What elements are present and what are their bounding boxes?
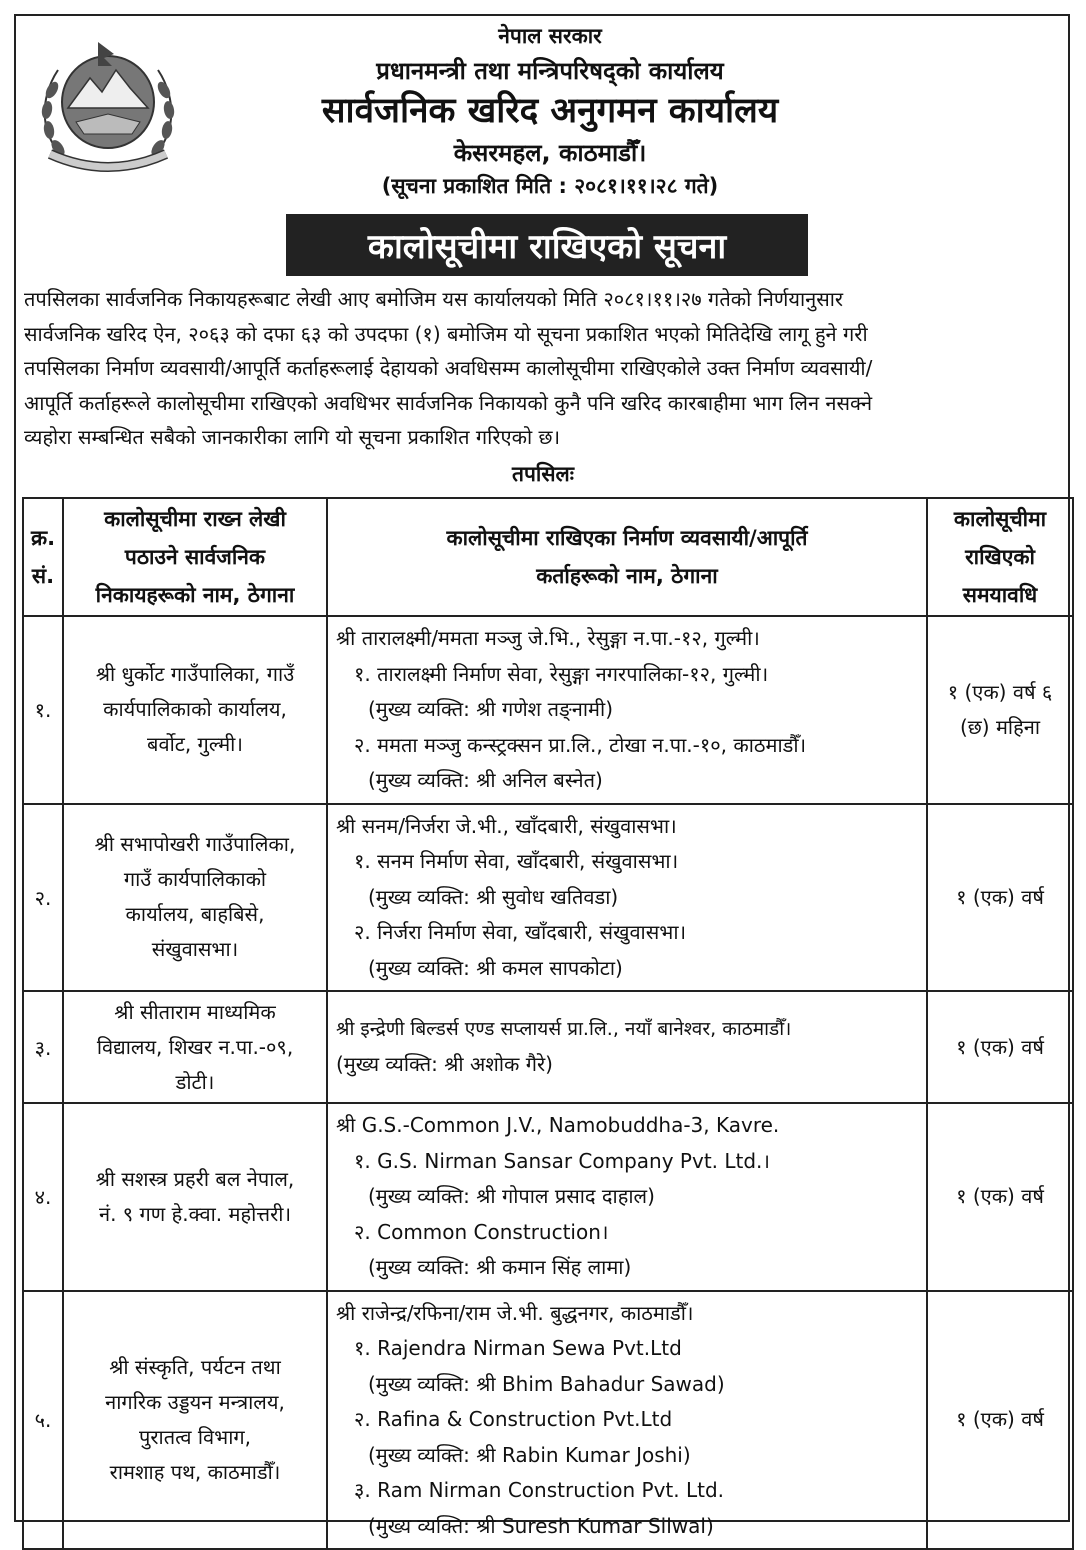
table-row [23,991,1073,1103]
row-firms: श्री सनम/निर्जरा जे.भी., खाँदबारी, संखुवासभा। १. सनम निर्माण सेवा, खाँदबारी, संखुवासभा। (मुख्य व्यक्ति: श्री सुवोध खतिवडा) २. निर्जरा निर्माण सेवा, खाँदबारी, संखुवासभा। (मुख्य व्यक्ति: श्री कमल सापकोटा) [327,804,927,992]
row-firms: श्री इन्द्रेणी बिल्डर्स एण्ड सप्लायर्स प्रा.लि., नयाँ बानेश्वर, काठमाडौँ। (मुख्य व्यक्ति: श्री अशोक गैरे) [327,991,927,1103]
table-row [23,1103,1073,1291]
table-header-row [23,498,1073,616]
notice-title: कालोसूचीमा राखिएको सूचना [286,214,808,276]
row-sn: ५. [23,1291,63,1550]
row-body: श्री सीताराम माध्यमिक विद्यालय, शिखर न.पा.-०९, डोटी। [63,991,327,1103]
intro-line: सार्वजनिक खरिद ऐन, २०६३ को दफा ६३ को उपदफा (१) बमोजिम यो सूचना प्रकाशित भएको मितिदेखि लागू हुने गरी [24,321,868,346]
header-firm: कालोसूचीमा राखिएका निर्माण व्यवसायी/आपूर्ति कर्ताहरूको नाम, ठेगाना [327,498,927,616]
row-body: श्री सशस्त्र प्रहरी बल नेपाल, नं. ९ गण हे.क्वा. महोत्तरी। [63,1103,327,1291]
row-duration: १ (एक) वर्ष [927,991,1073,1103]
published-date: (सूचना प्रकाशित मिति : २०८१।११।२८ गते) [381,174,719,198]
blacklist-table [22,497,1074,1550]
header-duration: कालोसूचीमा राखिएको समयावधि [927,498,1073,616]
row-duration: १ (एक) वर्ष ६ (छ) महिना [927,616,1073,804]
header-body: कालोसूचीमा राख्न लेखी पठाउने सार्वजनिक निकायहरूको नाम, ठेगाना [63,498,327,616]
row-body: श्री धुर्कोट गाउँपालिका, गाउँ कार्यपालिकाको कार्यालय, बर्वोट, गुल्मी। [63,616,327,804]
intro-line: आपूर्ति कर्ताहरूले कालोसूचीमा राखिएको अवधिभर सार्वजनिक निकायको कुनै पनि खरिद कारबाहीमा भाग लिन नसक्ने [24,390,873,415]
row-firms: श्री G.S.-Common J.V., Namobuddha-3, Kavre. १. G.S. Nirman Sansar Company Pvt. Ltd.। (मुख्य व्यक्ति: श्री गोपाल प्रसाद दाहाल) २. Common Construction। (मुख्य व्यक्ति: श्री कमान सिंह लामा) [327,1103,927,1291]
row-duration: १ (एक) वर्ष [927,1291,1073,1550]
row-firms: श्री तारालक्ष्मी/ममता मञ्जु जे.भि., रेसुङ्गा न.पा.-१२, गुल्मी। १. तारालक्ष्मी निर्माण सेवा, रेसुङ्गा नगरपालिका-१२, गुल्मी। (मुख्य व्यक्ति: श्री गणेश तङ्नामी) २. ममता मञ्जु कन्स्ट्रक्सन प्रा.लि., टोखा न.पा.-१०, काठमाडौँ। (मुख्य व्यक्ति: श्री अनिल बस्नेत) [327,616,927,804]
table-row [23,804,1073,992]
intro-line: तपसिलका निर्माण व्यवसायी/आपूर्ति कर्ताहरूलाई देहायको अवधिसम्म कालोसूचीमा राखिएकोले उक्त निर्माण व्यवसायी/ [24,356,873,380]
ministry-name: प्रधानमन्त्री तथा मन्त्रिपरिषद्को कार्यालय [376,57,724,85]
nepal-coat-of-arms-icon [28,30,188,180]
table-row [23,1291,1073,1550]
table-row [23,616,1073,804]
intro-line: व्यहोरा सम्बन्धित सबैको जानकारीका लागि यो सूचना प्रकाशित गरिएको छ। [24,425,561,449]
header-sn: क्र. सं. [23,498,63,616]
government-name: नेपाल सरकार [498,24,602,48]
row-sn: १. [23,616,63,804]
tapsil-heading: तपसिलः [511,462,574,486]
row-body: श्री संस्कृति, पर्यटन तथा नागरिक उड्डयन मन्त्रालय, पुरातत्व विभाग, रामशाह पथ, काठमाडौँ। [63,1291,327,1550]
row-sn: ४. [23,1103,63,1291]
office-address: केसरमहल, काठमाडौँ। [453,139,647,167]
intro-line: तपसिलका सार्वजनिक निकायहरूबाट लेखी आए बमोजिम यस कार्यालयको मिति २०८१।११।२७ गतेको निर्णयानुसार [24,287,844,311]
row-duration: १ (एक) वर्ष [927,1103,1073,1291]
row-duration: १ (एक) वर्ष [927,804,1073,992]
row-body: श्री सभापोखरी गाउँपालिका, गाउँ कार्यपालिकाको कार्यालय, बाहबिसे, संखुवासभा। [63,804,327,992]
row-firms: श्री राजेन्द्र/रफिना/राम जे.भी. बुद्धनगर, काठमाडौँ। १. Rajendra Nirman Sewa Pvt.Ltd (मुख्य व्यक्ति: श्री Bhim Bahadur Sawad) २. Rafina & Construction Pvt.Ltd (मुख्य व्यक्ति: श्री Rabin Kumar Joshi) ३. Ram Nirman Construction Pvt. Ltd. (मुख्य व्यक्ति: श्री Suresh Kumar Silwal) [327,1291,927,1550]
intro-paragraph [24,282,1070,455]
row-sn: २. [23,804,63,992]
row-sn: ३. [23,991,63,1103]
office-name: सार्वजनिक खरिद अनुगमन कार्यालय [321,91,779,131]
